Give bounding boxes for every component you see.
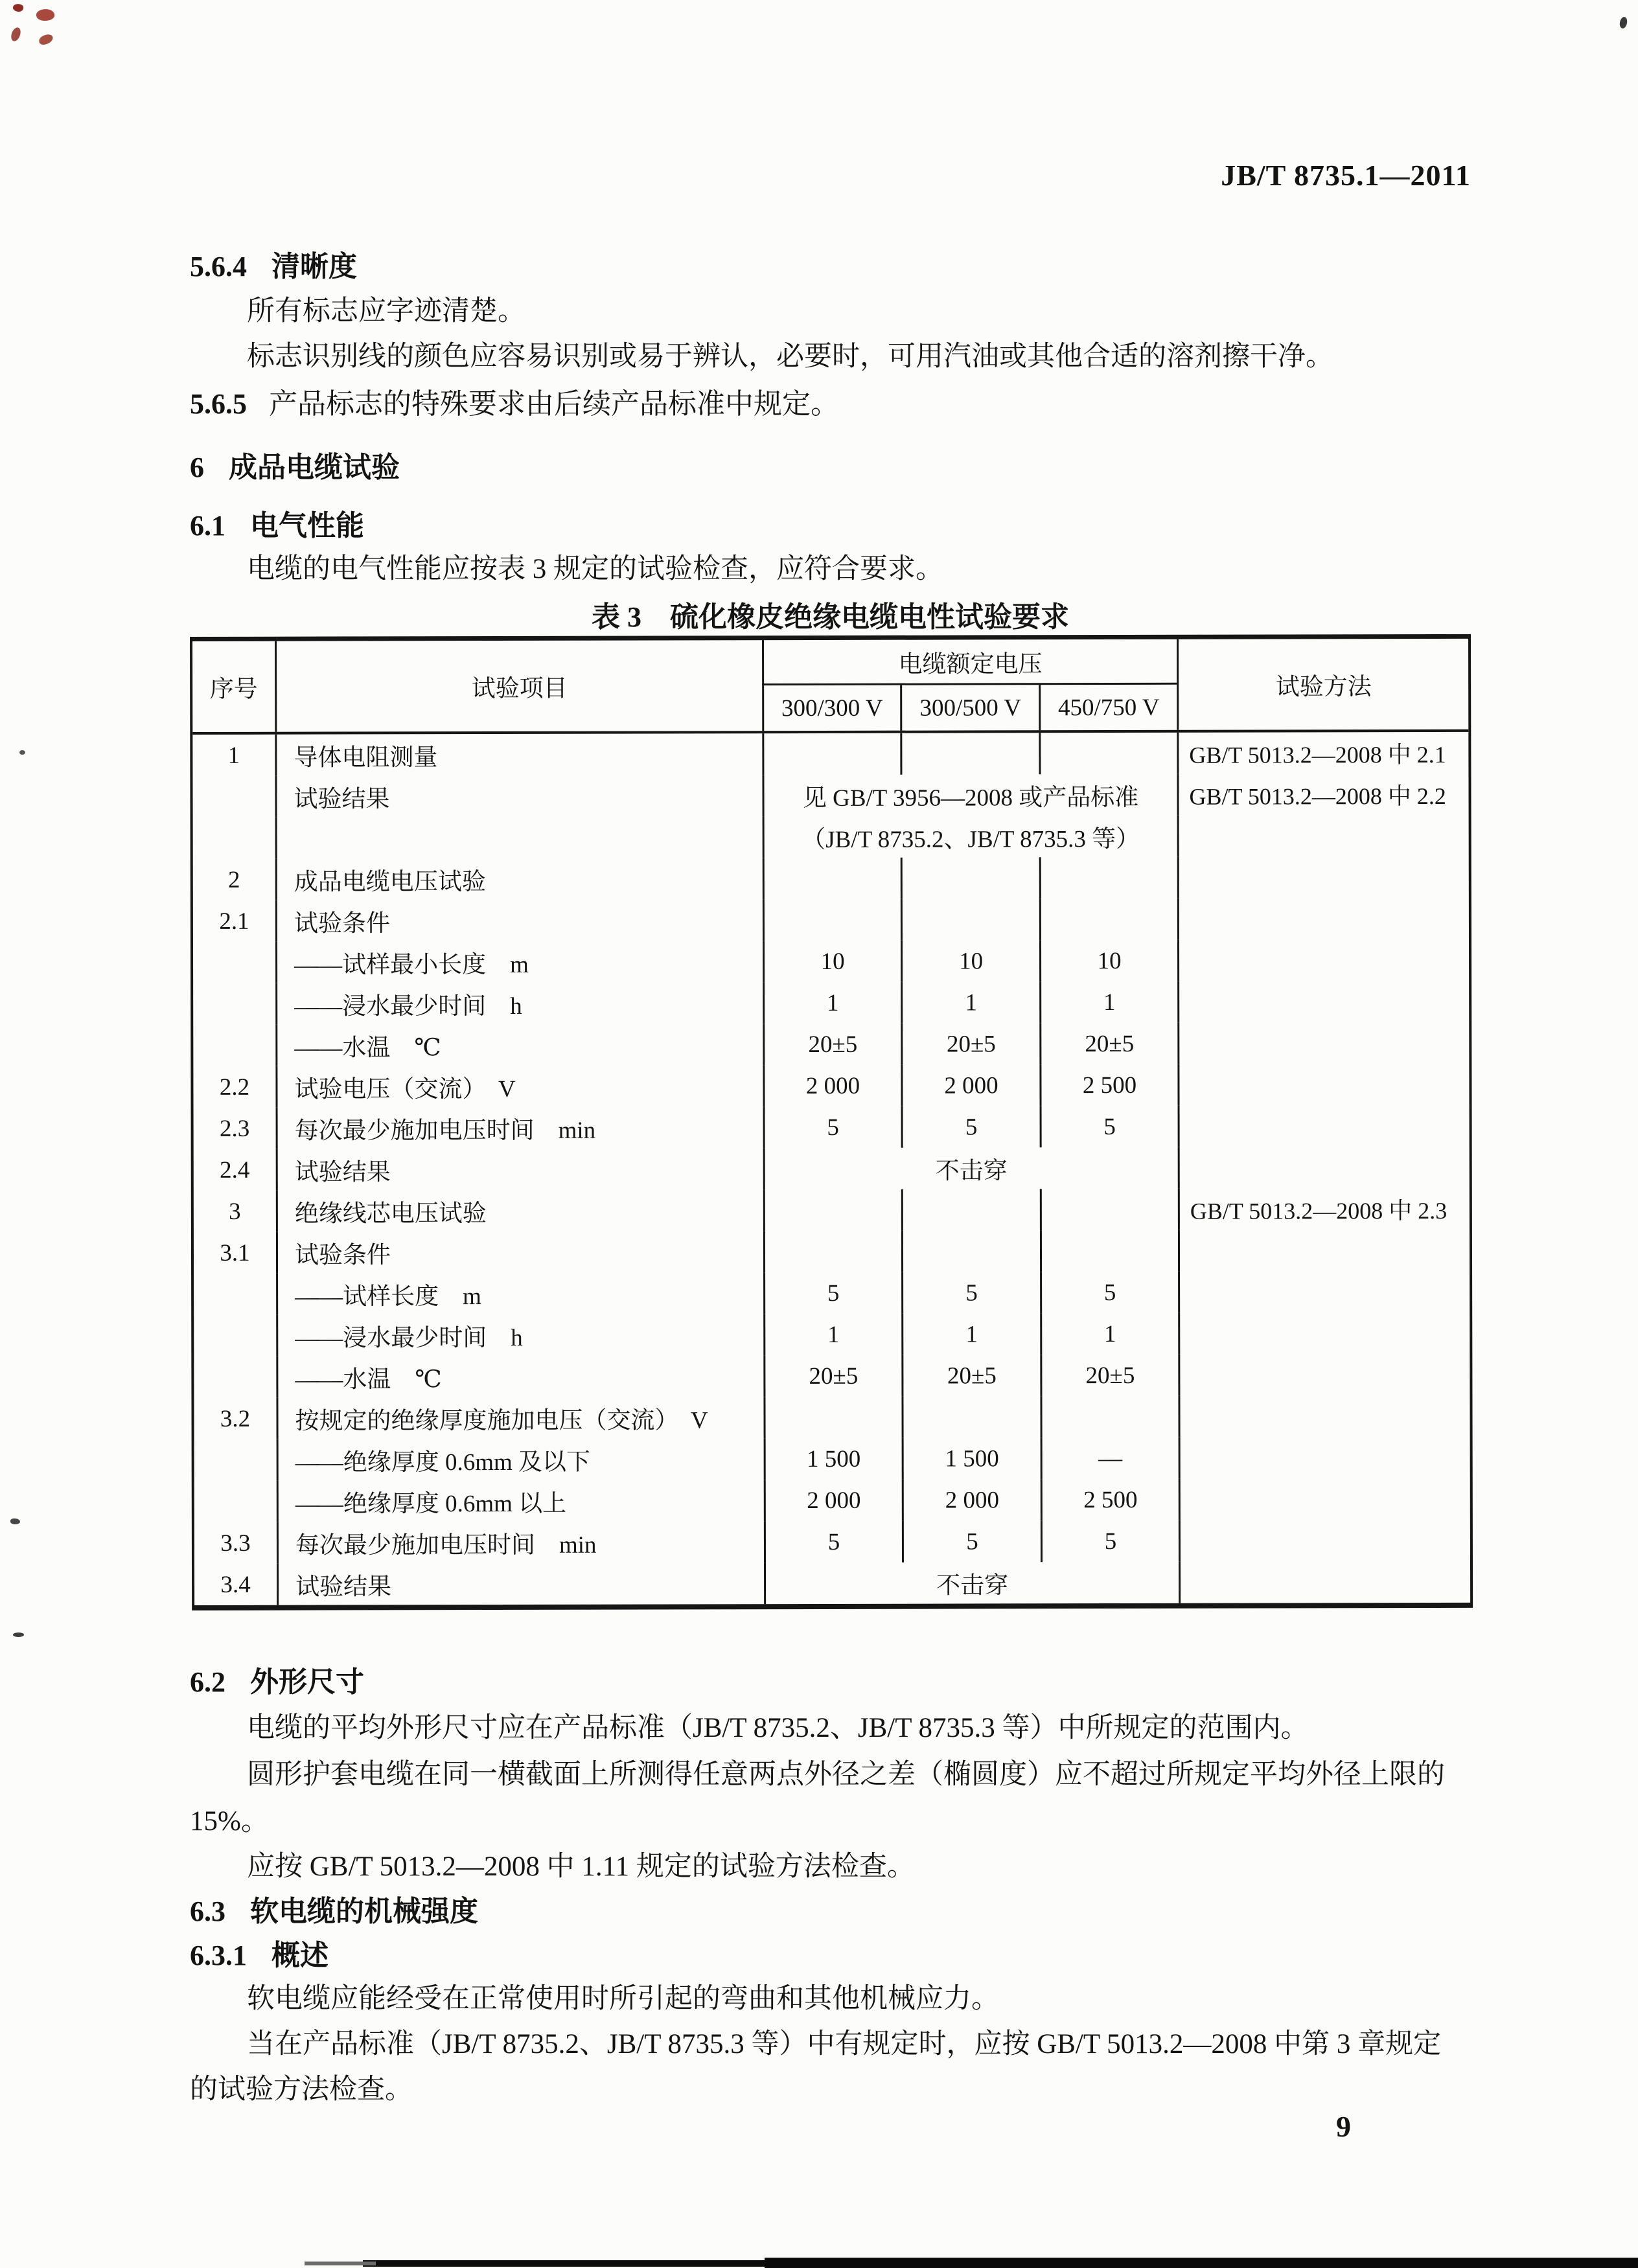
heading-6-3 [190, 1893, 1471, 1930]
heading-6 [190, 449, 1471, 487]
cell-value [1039, 733, 1177, 774]
header-voltage-300-500: 300/500 V [900, 685, 1039, 730]
cell-value: 20±5 [901, 1023, 1039, 1064]
cell-value: 2 500 [1041, 1479, 1179, 1520]
cell-value [1039, 899, 1177, 940]
table-row [194, 1354, 1470, 1398]
clause-text: 产品标志的特殊要求由后续产品标准中规定。 [269, 388, 839, 420]
cell-serial [194, 1481, 277, 1522]
clause-title: 电气性能 [250, 510, 364, 542]
cell-serial: 1 [227, 742, 240, 769]
cell-serial [192, 776, 275, 818]
cell-method [1177, 856, 1469, 899]
clause-title: 软电缆的机械强度 [250, 1896, 478, 1927]
cell-span-value: （JB/T 8735.2、JB/T 8735.3 等） [763, 816, 1177, 858]
cell-value [1040, 1396, 1178, 1438]
cell-serial: 3.1 [220, 1239, 250, 1266]
cell-item: ——绝缘厚度 0.6mm 及以下 [277, 1438, 764, 1481]
cell-item: ——浸水最少时间 h [275, 982, 763, 1025]
cell-method: GB/T 5013.2—2008 中 2.1 [1177, 732, 1468, 774]
table-3-electrical-test-requirements [190, 634, 1473, 1610]
cell-serial: 3.2 [220, 1405, 251, 1432]
cell-item [275, 816, 763, 859]
cell-span-value: 见 GB/T 3956—2008 或产品标准 [762, 774, 1177, 816]
header-voltage-300-300: 300/300 V [762, 685, 900, 731]
cell-value: 2 000 [902, 1479, 1041, 1520]
cell-value [901, 899, 1039, 940]
table-row [193, 856, 1469, 900]
cell-method [1177, 1064, 1469, 1106]
cell-item: 每次最少施加电压时间 min [276, 1106, 763, 1149]
cell-value: 5 [1041, 1520, 1179, 1562]
cell-value: 1 [901, 1313, 1040, 1355]
table-row [193, 939, 1469, 983]
cell-value: 2 500 [1039, 1064, 1177, 1106]
cell-serial [194, 1357, 276, 1398]
cell-item: 按规定的绝缘厚度施加电压（交流） V [276, 1397, 763, 1439]
table-row [194, 1437, 1470, 1481]
scan-artifact-red [10, 26, 23, 42]
cell-method [1179, 1437, 1470, 1479]
cell-item: ——试样长度 m [276, 1272, 763, 1315]
cell-method [1178, 1105, 1470, 1147]
clause-number: 6.1 [190, 510, 225, 542]
cell-value [901, 1230, 1040, 1272]
clause-title: 外形尺寸 [250, 1666, 364, 1698]
table-row [194, 1105, 1470, 1149]
paragraph: 软电缆应能经受在正常使用时所引起的弯曲和其他机械应力。 [247, 1984, 999, 2014]
cell-serial [193, 1025, 275, 1066]
scan-artifact [13, 1632, 24, 1637]
cell-item: 绝缘线芯电压试验 [276, 1189, 763, 1232]
cell-value: 20±5 [901, 1355, 1040, 1396]
heading-6-1 [190, 507, 1471, 545]
table-row [192, 773, 1468, 818]
cell-value: 1 [763, 982, 901, 1024]
cell-value [901, 1189, 1040, 1230]
cell-method [1178, 1230, 1470, 1272]
cell-method [1178, 1395, 1470, 1438]
cell-item: ——绝缘厚度 0.6mm 以上 [277, 1480, 764, 1522]
cell-value [1040, 1230, 1178, 1272]
clause-number: 6.3 [190, 1896, 225, 1927]
cell-serial: 2.2 [219, 1073, 250, 1101]
page-number: 9 [1336, 2110, 1351, 2143]
cell-item: ——试样最小长度 m [275, 941, 763, 983]
cell-method [1178, 1271, 1470, 1313]
cell-value: 10 [901, 940, 1039, 981]
table-row [194, 1271, 1470, 1315]
clause-number: 5.6.4 [190, 251, 247, 282]
table-row [194, 1561, 1470, 1605]
header-rated-voltage-group: 电缆额定电压 [762, 639, 1177, 685]
cell-value [763, 1231, 901, 1272]
paragraph: 应按 GB/T 5013.2—2008 中 1.11 规定的试验方法检查。 [247, 1851, 915, 1882]
cell-value: 1 500 [764, 1438, 902, 1480]
cell-method [1177, 981, 1469, 1023]
table-row [193, 1022, 1469, 1066]
header-voltage-450-750: 450/750 V [1039, 685, 1177, 730]
scan-artifact [19, 750, 25, 755]
cell-item: 试验条件 [275, 899, 763, 942]
table-row [194, 1520, 1470, 1564]
cell-value: 5 [901, 1106, 1040, 1147]
cell-value: — [1041, 1438, 1179, 1479]
heading-6-3-1 [190, 1937, 1471, 1975]
cell-item: 试验电压（交流） V [275, 1065, 763, 1108]
cell-method [1179, 1520, 1470, 1562]
cell-value: 2 000 [901, 1064, 1039, 1106]
cell-value [1039, 857, 1177, 899]
paragraph: 圆形护套电缆在同一横截面上所测得任意两点外径之差（椭圆度）应不超过所规定平均外径上限的 [247, 1759, 1445, 1790]
cell-value [901, 857, 1039, 899]
cell-value [762, 733, 900, 775]
cell-serial [194, 1274, 276, 1315]
cell-value: 1 [901, 981, 1039, 1023]
paragraph: 当在产品标准（JB/T 8735.2、JB/T 8735.3 等）中有规定时，应按 GB/T 5013.2—2008 中第 3 章规定 [247, 2029, 1442, 2059]
cell-method [1177, 898, 1469, 940]
cell-value [901, 1396, 1040, 1438]
cell-serial [194, 1439, 277, 1481]
cell-method [1177, 815, 1469, 857]
table-row [194, 1230, 1470, 1274]
paragraph: 的试验方法检查。 [190, 2074, 413, 2105]
cell-value: 1 500 [902, 1438, 1041, 1479]
cell-value: 20±5 [763, 1024, 901, 1065]
cell-value: 2 000 [763, 1065, 901, 1106]
paragraph: 电缆的平均外形尺寸应在产品标准（JB/T 8735.2、JB/T 8735.3 等）中所规定的范围内。 [247, 1713, 1309, 1743]
cell-serial: 2.4 [220, 1156, 250, 1184]
cell-method [1178, 1312, 1470, 1355]
cell-value: 20±5 [1040, 1355, 1178, 1396]
cell-method [1178, 1354, 1470, 1396]
cell-item: ——浸水最少时间 h [276, 1314, 763, 1357]
cell-value: 5 [901, 1272, 1040, 1313]
page-content [190, 0, 1471, 2268]
clause-title: 概述 [271, 1940, 329, 1971]
cell-serial [194, 1315, 276, 1357]
cell-value [763, 899, 901, 941]
cell-serial: 2.1 [219, 908, 249, 935]
table-row [194, 1395, 1470, 1439]
cell-serial [193, 942, 275, 983]
clause-title: 清晰度 [271, 251, 357, 282]
table-caption: 表 3 硫化橡皮绝缘电缆电性试验要求 [592, 601, 1069, 633]
cell-value: 1 [1040, 1313, 1178, 1355]
header-test-method: 试验方法 [1177, 639, 1468, 730]
table-row [193, 898, 1469, 942]
cell-method [1177, 939, 1469, 981]
clause-number: 6.2 [190, 1666, 225, 1698]
table-row [192, 732, 1468, 776]
cell-value: 2 000 [764, 1480, 902, 1521]
header-serial: 序号 [209, 676, 258, 703]
paragraph: 电缆的电气性能应按表 3 规定的试验检查，应符合要求。 [247, 554, 943, 584]
cell-value: 10 [763, 941, 901, 982]
cell-value [1040, 1189, 1178, 1230]
cell-item: ——水温 ℃ [276, 1355, 763, 1398]
table-row [194, 1147, 1470, 1191]
standard-number-header: JB/T 8735.1—2011 [1221, 159, 1471, 192]
cell-value [763, 858, 901, 899]
cell-item: 试验条件 [276, 1231, 763, 1274]
cell-value: 5 [1040, 1272, 1178, 1313]
heading-5-6-4 [190, 248, 1471, 286]
cell-span-value: 不击穿 [763, 1147, 1178, 1189]
scan-artifact [1619, 16, 1628, 29]
cell-serial: 3.3 [220, 1529, 251, 1557]
cell-value: 20±5 [763, 1355, 901, 1397]
cell-value: 5 [763, 1106, 901, 1148]
paragraph: 标志识别线的颜色应容易识别或易于辨认，必要时，可用汽油或其他合适的溶剂擦干净。 [247, 341, 1333, 372]
cell-method [1178, 1147, 1470, 1189]
cell-value [763, 1397, 901, 1438]
cell-span-value: 不击穿 [764, 1562, 1179, 1604]
paragraph: 所有标志应字迹清楚。 [247, 296, 525, 326]
table-row [193, 1064, 1469, 1108]
cell-serial: 2 [227, 866, 240, 893]
clause-number: 6 [190, 452, 204, 483]
cell-value [763, 1189, 901, 1231]
paragraph: 15%。 [190, 1806, 269, 1837]
cell-value: 5 [764, 1521, 902, 1563]
scan-artifact-red [38, 33, 54, 46]
clause-title: 成品电缆试验 [229, 452, 400, 483]
heading-5-6-5 [190, 385, 1471, 423]
cell-value: 5 [763, 1272, 901, 1314]
cell-serial: 3.4 [220, 1571, 251, 1598]
table-row [194, 1478, 1470, 1522]
table-row [193, 981, 1469, 1025]
cell-item: 试验结果 [275, 775, 762, 818]
cell-item: ——水温 ℃ [275, 1024, 763, 1066]
cell-value: 1 [1039, 981, 1177, 1023]
table-row [194, 1312, 1470, 1357]
cell-method [1179, 1478, 1470, 1520]
cell-value: 5 [902, 1520, 1041, 1562]
cell-method: GB/T 5013.2—2008 中 2.2 [1177, 773, 1468, 816]
cell-method [1177, 1022, 1469, 1064]
cell-value: 5 [1040, 1106, 1178, 1147]
scan-artifact [10, 1518, 20, 1524]
heading-6-2 [190, 1664, 1471, 1701]
scan-artifact-red [12, 3, 24, 13]
clause-number: 5.6.5 [190, 388, 247, 420]
cell-value [900, 733, 1039, 774]
cell-value: 1 [763, 1314, 901, 1355]
clause-number: 6.3.1 [190, 1940, 247, 1971]
table-row [193, 815, 1469, 859]
header-test-item: 试验项目 [275, 640, 762, 732]
table-header [192, 639, 1468, 735]
cell-method: GB/T 5013.2—2008 中 2.3 [1178, 1188, 1470, 1230]
cell-item: 成品电缆电压试验 [275, 858, 763, 900]
cell-serial [193, 983, 275, 1025]
cell-serial: 2.3 [219, 1115, 250, 1142]
scan-artifact-red [36, 8, 55, 22]
cell-item: 导体电阻测量 [275, 733, 762, 776]
cell-serial [193, 818, 275, 859]
table-row [194, 1188, 1470, 1232]
cell-method [1179, 1561, 1470, 1603]
cell-item: 试验结果 [277, 1563, 764, 1605]
cell-item: 试验结果 [276, 1148, 763, 1191]
cell-value: 20±5 [1039, 1023, 1177, 1064]
cell-serial: 3 [229, 1198, 241, 1225]
cell-value: 10 [1039, 940, 1177, 981]
cell-item: 每次最少施加电压时间 min [277, 1521, 764, 1564]
